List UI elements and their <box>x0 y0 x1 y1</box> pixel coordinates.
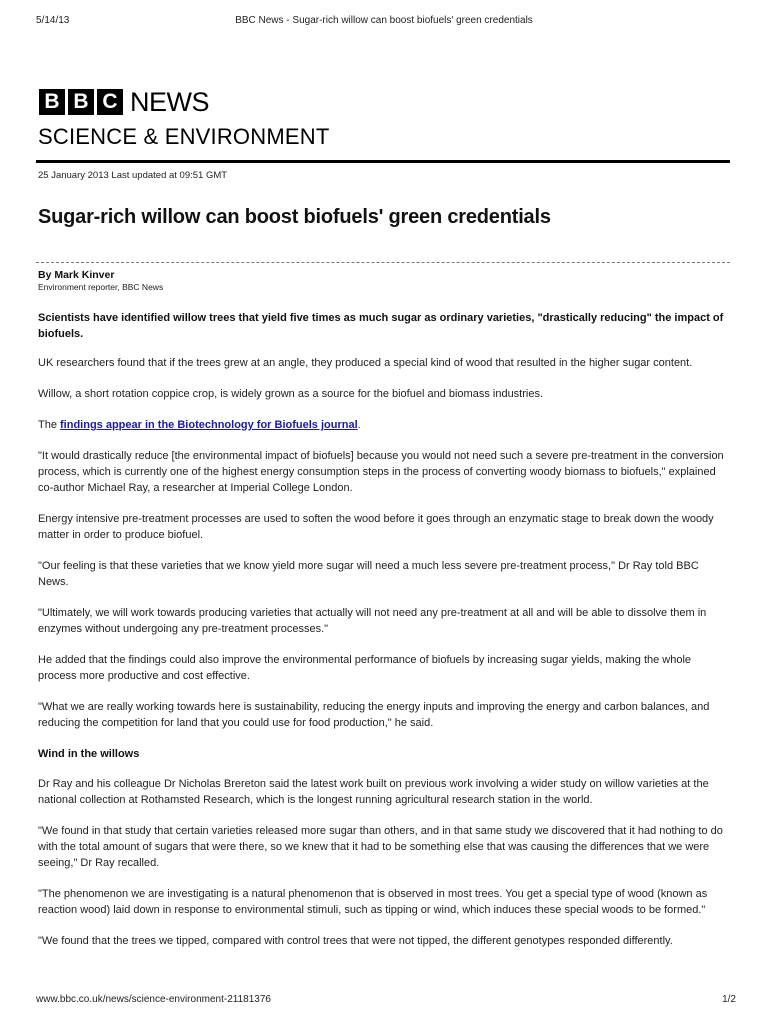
article-headline: Sugar-rich willow can boost biofuels' green credentials <box>38 206 551 228</box>
page-number: 1/2 <box>722 994 736 1005</box>
paragraph-with-link <box>38 417 730 433</box>
timestamp: 25 January 2013 Last updated at 09:51 GMT <box>38 170 228 181</box>
dotted-divider <box>36 262 730 263</box>
paragraph: "Our feeling is that these varieties that we know yield more sugar will need a much less severe pre-treatment process," Dr Ray told BBC News. <box>38 560 699 588</box>
paragraph: Energy intensive pre-treatment processes are used to soften the wood before it goes through an enzymatic stage to break down the woody matter in order to produce biofuel. <box>38 513 714 541</box>
paragraph: "What we are really working towards here is sustainability, reducing the energy inputs and improving the energy and carbon balances, and reducing the competition for land that you could use for food production," he said. <box>38 701 710 729</box>
bbc-logo-letter-b1: B <box>39 89 65 115</box>
news-wordmark: NEWS <box>130 87 209 117</box>
paragraph: "We found that the trees we tipped, compared with control trees that were not tipped, the different genotypes responded differently. <box>38 935 673 947</box>
article-intro: Scientists have identified willow trees that yield five times as much sugar as ordinary varieties, "drastically reducing" the impact of biofuels. <box>38 312 724 340</box>
article-body <box>38 310 730 964</box>
section-title: SCIENCE & ENVIRONMENT <box>38 124 330 149</box>
paragraph: "The phenomenon we are investigating is a natural phenomenon that is observed in most trees. You get a special type of wood (known as reaction wood) laid down in response to environmental stimuli, such as tipping or wind, which induces these special woods to be formed." <box>38 888 708 916</box>
paragraph: "It would drastically reduce [the environmental impact of biofuels] because you would not need such a severe pre-treatment in the conversion process, which is currently one of the highest energy consumption steps in the process of converting woody biomass to biofuels," explained co-author Michael Ray, a researcher at Imperial College London. <box>38 450 724 494</box>
paragraph: Dr Ray and his colleague Dr Nicholas Brereton said the latest work built on previous work involving a wider study on willow varieties at the national collection at Rothamsted Research, which is the longest running agricultural research station in the world. <box>38 778 709 806</box>
paragraph: "Ultimately, we will work towards producing varieties that actually will not need any pre-treatment at all and will be able to dissolve them in enzymes without undergoing any pre-treatment processes." <box>38 607 707 635</box>
bbc-logo-letter-c: C <box>97 89 123 115</box>
paragraph: He added that the findings could also improve the environmental performance of biofuels by increasing sugar yields, making the whole process more productive and cost effective. <box>38 654 692 682</box>
journal-link[interactable]: findings appear in the Biotechnology for Biofuels journal <box>60 419 358 431</box>
bbc-news-logo[interactable] <box>39 88 209 116</box>
print-url: www.bbc.co.uk/news/science-environment-21181376 <box>36 994 271 1005</box>
link-prefix: The <box>38 419 61 431</box>
print-footer <box>0 994 768 1008</box>
subheading: Wind in the willows <box>38 748 140 760</box>
print-page-title: BBC News - Sugar-rich willow can boost biofuels' green credentials <box>235 15 533 26</box>
print-header <box>0 15 768 29</box>
bbc-logo-letter-b2: B <box>68 89 94 115</box>
header-divider <box>36 160 730 163</box>
link-suffix: . <box>357 419 361 431</box>
author-role: Environment reporter, BBC News <box>38 282 164 292</box>
paragraph: Willow, a short rotation coppice crop, is widely grown as a source for the biofuel and biomass industries. <box>38 388 544 400</box>
paragraph: UK researchers found that if the trees grew at an angle, they produced a special kind of wood that resulted in the higher sugar content. <box>38 357 693 369</box>
paragraph: "We found in that study that certain varieties released more sugar than others, and in that same study we discovered that it had nothing to do with the total amount of sugars that were there, so we knew that it had to be something else that was causing the differences that we were seeing," Dr Ray recalled. <box>38 825 723 869</box>
print-date: 5/14/13 <box>36 15 70 26</box>
byline: By Mark Kinver <box>38 269 115 281</box>
